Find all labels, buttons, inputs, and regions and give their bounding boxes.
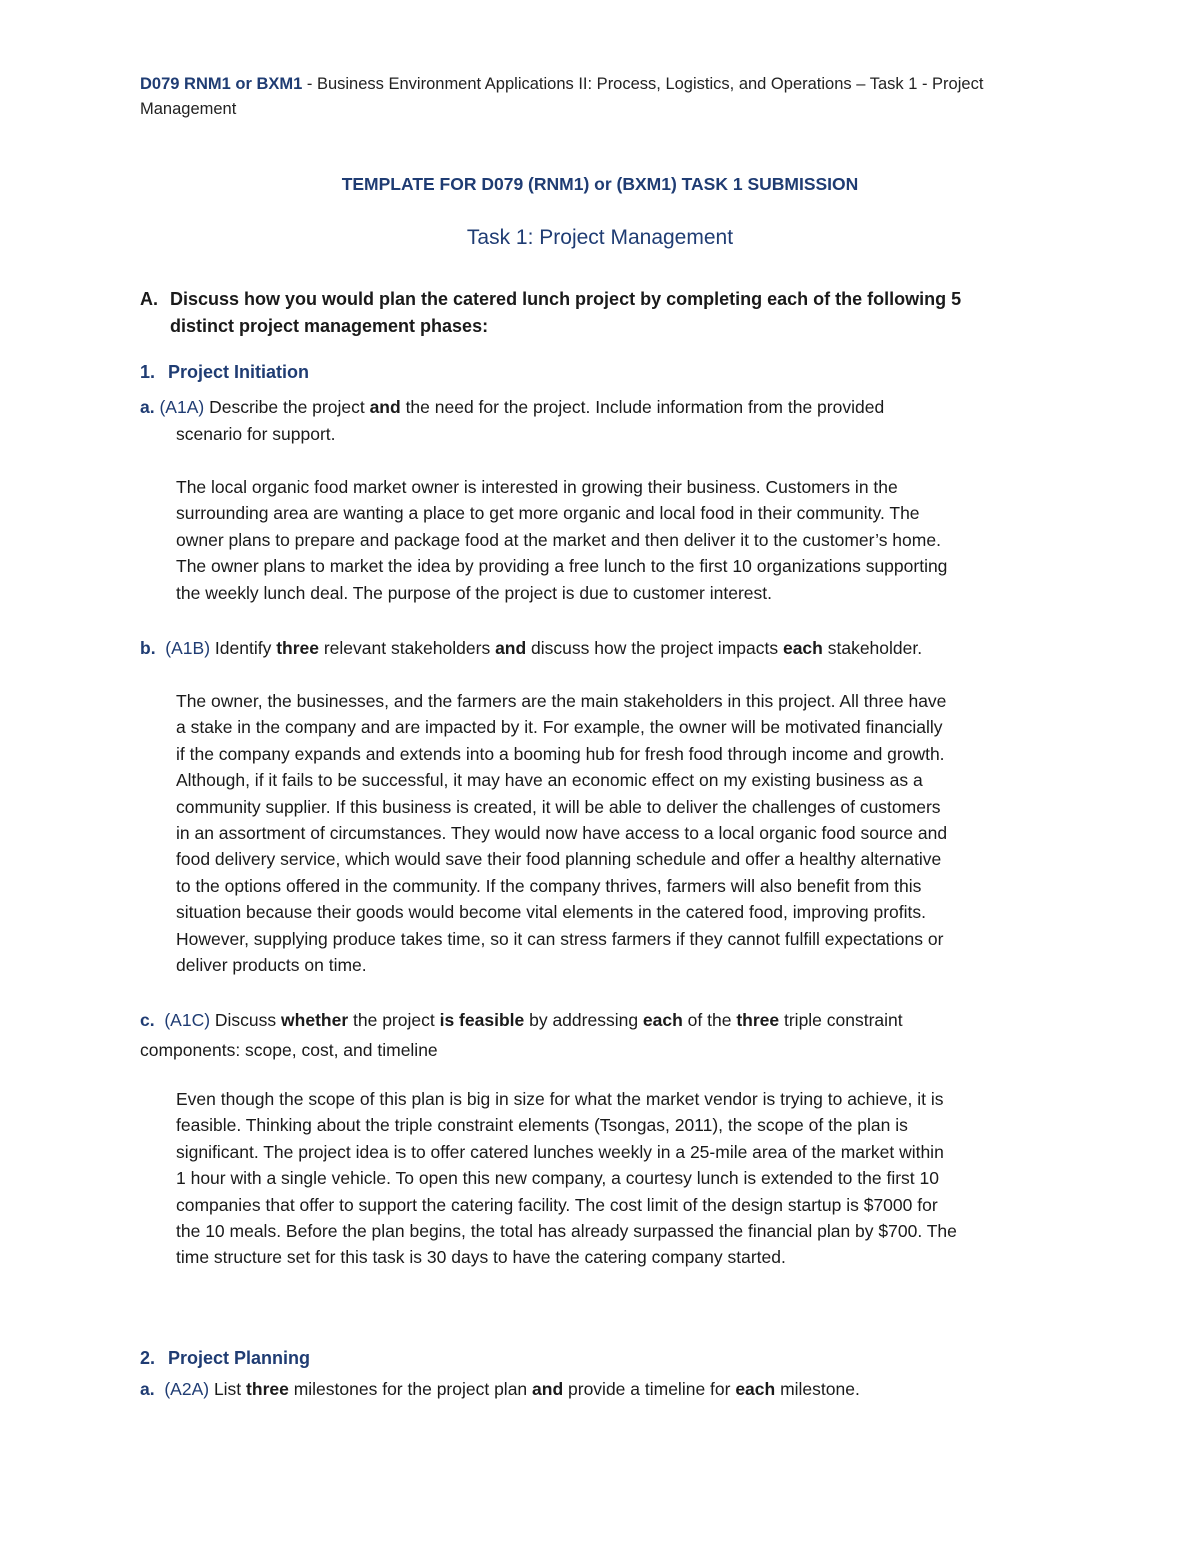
- answer-line: owner plans to prepare and package food at the market and then deliver it to the customer’s home.: [176, 529, 941, 550]
- answer-line: to the options offered in the community. If the company thrives, farmers will also benefit from this: [176, 875, 922, 896]
- answer-line: Although, if it fails to be successful, it may have an economic effect on my existing business as a: [176, 770, 923, 791]
- prompt-emphasis: each: [642, 1010, 683, 1030]
- answer-line: food delivery service, which would save their food planning schedule and offer a healthy alternative: [176, 849, 942, 870]
- prompt-a1c: [140, 1005, 1040, 1065]
- prompt-text: Identify: [210, 638, 277, 658]
- prompt-text: the need for the project. Include information from the provided: [400, 397, 885, 417]
- section-heading-project-initiation: [140, 362, 309, 383]
- section-title: Project Initiation: [168, 362, 310, 382]
- question-a-line-2: distinct project management phases:: [170, 316, 489, 336]
- prompt-emphasis: whether: [281, 1010, 349, 1030]
- answer-line: in an assortment of circumstances. They would now have access to a local organic food source and: [176, 823, 948, 844]
- prompt-a1b: [140, 635, 1040, 662]
- item-code: (A1B): [165, 638, 211, 658]
- answer-line: the 10 meals. Before the plan begins, the total has already surpassed the financial plan by $700. The: [176, 1221, 957, 1242]
- prompt-a2a: [140, 1376, 1040, 1403]
- prompt-text: by addressing: [524, 1010, 643, 1030]
- prompt-text: relevant stakeholders: [318, 638, 496, 658]
- prompt-a1a: [140, 394, 1040, 448]
- item-code: (A1C): [164, 1010, 211, 1030]
- prompt-continuation: components: scope, cost, and timeline: [140, 1040, 438, 1060]
- answer-line: However, supplying produce takes time, so it can stress farmers if they cannot fulfill expectations or: [176, 928, 944, 949]
- answer-line: feasible. Thinking about the triple constraint elements (Tsongas, 2011), the scope of the plan is: [176, 1115, 908, 1136]
- header-course-title: - Business Environment Applications II: Process, Logistics, and Operations – Task 1 - Project: [302, 75, 984, 93]
- prompt-emphasis: and: [495, 638, 527, 658]
- answer-line: The owner plans to market the idea by providing a free lunch to the first 10 organizations supporting: [176, 556, 948, 577]
- answer-line: 1 hour with a single vehicle. To open this new company, a courtesy lunch is extended to the first 10: [176, 1168, 939, 1189]
- page-header: [140, 72, 1060, 122]
- section-number: 1.: [140, 362, 156, 382]
- answer-line: if the company expands and extends into a booming hub for fresh food through income and growth.: [176, 743, 945, 764]
- answer-line: situation because their goods would become vital elements in the catered food, improving profits.: [176, 902, 927, 923]
- answer-line: The owner, the businesses, and the farmers are the main stakeholders in this project. All three have: [176, 691, 947, 711]
- question-a-label: A.: [140, 289, 158, 309]
- prompt-text: Describe the project: [204, 397, 370, 417]
- prompt-emphasis: and: [369, 397, 401, 417]
- section-title: Project Planning: [168, 1348, 311, 1368]
- answer-line: surrounding area are wanting a place to get more organic and local food in their community. The: [176, 503, 920, 524]
- template-title: TEMPLATE FOR D079 (RNM1) or (BXM1) TASK 1 SUBMISSION: [341, 174, 859, 194]
- item-code: (A2A): [164, 1379, 210, 1399]
- prompt-text: milestone.: [775, 1379, 860, 1399]
- prompt-text: provide a timeline for: [563, 1379, 736, 1399]
- prompt-text: stakeholder.: [822, 638, 923, 658]
- answer-a1a: [176, 474, 1066, 606]
- prompt-emphasis: three: [276, 638, 319, 658]
- prompt-emphasis: is feasible: [439, 1010, 525, 1030]
- answer-line: deliver products on time.: [176, 955, 367, 976]
- answer-line: time structure set for this task is 30 days to have the catering company started.: [176, 1247, 786, 1268]
- section-heading-project-planning: [140, 1348, 310, 1369]
- item-code: (A1A): [159, 397, 205, 417]
- prompt-text: milestones for the project plan: [288, 1379, 533, 1399]
- item-letter: a.: [140, 397, 155, 417]
- prompt-continuation: scenario for support.: [176, 424, 336, 444]
- task-title: Task 1: Project Management: [466, 226, 734, 249]
- answer-line: The local organic food market owner is interested in growing their business. Customers in the: [176, 477, 898, 497]
- item-letter: a.: [140, 1379, 155, 1399]
- header-line-2: Management: [140, 100, 237, 118]
- answer-line: significant. The project idea is to offer catered lunches weekly in a 25-mile area of the market within: [176, 1141, 944, 1162]
- prompt-emphasis: three: [736, 1010, 780, 1030]
- item-letter: c.: [140, 1010, 155, 1030]
- prompt-emphasis: each: [782, 638, 823, 658]
- answer-a1c: [176, 1086, 1066, 1271]
- item-letter: b.: [140, 638, 156, 658]
- answer-line: Even though the scope of this plan is big in size for what the market vendor is trying to achieve, it is: [176, 1089, 944, 1109]
- prompt-emphasis: three: [246, 1379, 289, 1399]
- prompt-text: of the: [682, 1010, 737, 1030]
- course-code: D079 RNM1 or BXM1: [140, 75, 303, 93]
- prompt-text: triple constraint: [779, 1010, 903, 1030]
- section-number: 2.: [140, 1348, 156, 1368]
- prompt-emphasis: each: [735, 1379, 776, 1399]
- prompt-text: List: [209, 1379, 247, 1399]
- answer-line: companies that offer to support the catering facility. The cost limit of the design startup is $7000 for: [176, 1194, 938, 1215]
- prompt-text: Discuss: [210, 1010, 282, 1030]
- answer-line: the weekly lunch deal. The purpose of the project is due to customer interest.: [176, 582, 772, 603]
- answer-line: community supplier. If this business is created, it will be able to deliver the challenges of customers: [176, 796, 941, 817]
- prompt-emphasis: and: [532, 1379, 564, 1399]
- answer-a1b: [176, 688, 1066, 978]
- prompt-text: discuss how the project impacts: [526, 638, 783, 658]
- answer-line: a stake in the company and are impacted by it. For example, the owner will be motivated financially: [176, 717, 943, 738]
- prompt-text: the project: [348, 1010, 440, 1030]
- question-a-line-1: Discuss how you would plan the catered lunch project by completing each of the following 5: [170, 289, 962, 309]
